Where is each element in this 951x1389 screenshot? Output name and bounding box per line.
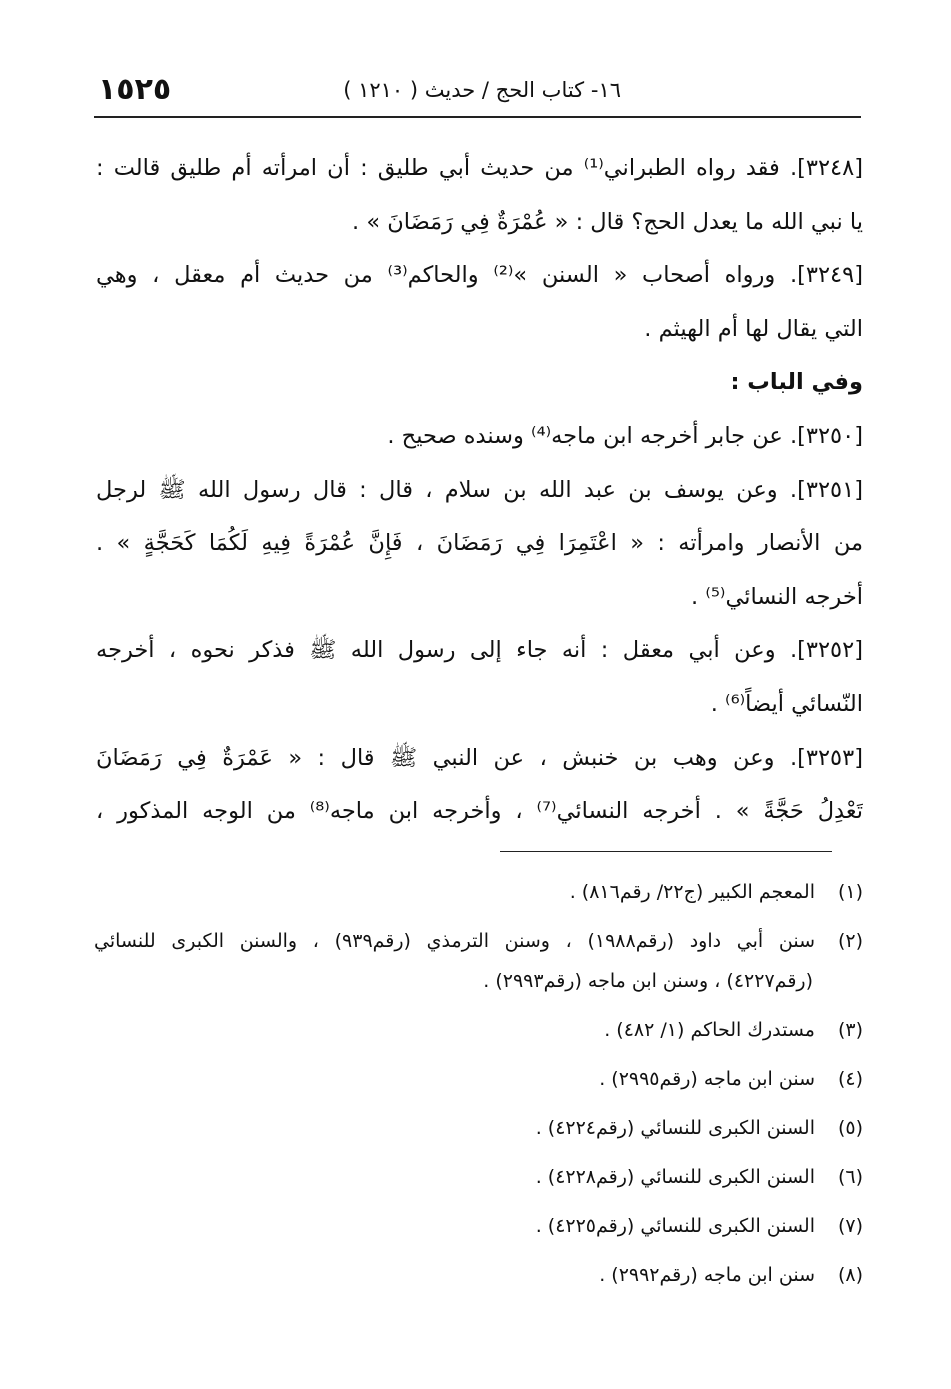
footnote (94, 1255, 863, 1295)
body-line: أخرجه النسائي⁽⁵⁾ . (691, 583, 863, 610)
footnote (94, 1206, 863, 1246)
body-line: [٣٢٥٢]. وعن أبي معقل : أنه جاء إلى رسول الله ﷺ فذكر نحوه ، أخرجه (96, 637, 863, 664)
body-line: [٣٢٥١]. وعن يوسف بن عبد الله بن سلام ، قال : قال رسول الله ﷺ لرجل (96, 476, 863, 503)
body-line: يا نبي الله ما يعدل الحج؟ قال : « عُمْرَةٌ فِي رَمَضَانَ » . (352, 208, 863, 235)
footnote-number: (١) (837, 881, 863, 903)
footnote-text: سنن أبي داود (رقم١٩٨٨) ، وسنن الترمذي (رقم٩٣٩) ، والسنن الكبرى للنسائي (94, 930, 816, 952)
footnote (94, 1059, 863, 1099)
footnote-number: (٣) (837, 1019, 863, 1041)
header-divider (94, 116, 861, 118)
footnote (94, 872, 863, 912)
footnote-continuation: (رقم٤٢٢٧) ، وسنن ابن ماجه (رقم٢٩٩٣) . (483, 970, 813, 992)
body-line: تَعْدِلُ حَجَّةً » . أخرجه النسائي⁽⁷⁾ ، وأخرجه ابن ماجه⁽⁸⁾ من الوجه المذكور ، (96, 798, 863, 825)
page-header (92, 72, 859, 112)
footnote-text: السنن الكبرى للنسائي (رقم٤٢٢٥) . (535, 1215, 815, 1237)
main-text (96, 142, 863, 839)
footnote (94, 1108, 863, 1148)
footnote-number: (٥) (837, 1117, 863, 1139)
footnote-text: مستدرك الحاكم (١/ ٤٨٢) . (604, 1019, 815, 1041)
running-title: ١٦- كتاب الحج / حديث ( ١٢١٠ ) (343, 78, 621, 102)
footnote-text: السنن الكبرى للنسائي (رقم٤٢٢٨) . (535, 1166, 815, 1188)
footnote-text: السنن الكبرى للنسائي (رقم٤٢٢٤) . (535, 1117, 815, 1139)
body-line: من الأنصار وامرأته : « اعْتَمِرَا فِي رَمَضَانَ ، فَإِنَّ عُمْرَةً فِيهِ لَكُمَا كَحَجَّةٍ » . (96, 530, 863, 557)
footnote-text: المعجم الكبير (ج٢٢/ رقم٨١٦) . (569, 881, 815, 903)
page-number: ١٥٢٥ (98, 72, 172, 107)
footnote (94, 1010, 863, 1050)
footnotes (94, 872, 863, 1295)
footnote-text: سنن ابن ماجه (رقم٢٩٩٥) . (599, 1068, 815, 1090)
body-line: [٣٢٥٣]. وعن وهب بن خنبش ، عن النبي ﷺ قال : « عَمْرَةٌ فِي رَمَضَانَ (96, 744, 863, 771)
footnote-number: (٨) (837, 1264, 863, 1286)
section-heading: وفي الباب : (730, 369, 863, 396)
footnote-number: (٤) (837, 1068, 863, 1090)
footnote-text: سنن ابن ماجه (رقم٢٩٩٢) . (599, 1264, 815, 1286)
body-line: [٣٢٤٩]. ورواه أصحاب « السنن »⁽²⁾ والحاكم⁽³⁾ من حديث أم معقل ، وهي (96, 262, 863, 289)
body-line: [٣٢٤٨]. فقد رواه الطبراني⁽¹⁾ من حديث أبي طليق : أن امرأته أم طليق قالت : (96, 155, 863, 181)
footnote-number: (٦) (837, 1166, 863, 1188)
footnote-number: (٧) (837, 1215, 863, 1237)
body-line: [٣٢٥٠]. عن جابر أخرجه ابن ماجه⁽⁴⁾ وسنده صحيح . (387, 422, 863, 449)
footnote-number: (٢) (837, 930, 864, 952)
footnote (94, 921, 863, 961)
footnote-divider (500, 851, 832, 852)
body-line: النّسائي أيضاً⁽⁶⁾ . (710, 690, 863, 717)
footnote (94, 1157, 863, 1197)
body-line: التي يقال لها أم الهيثم . (644, 315, 863, 342)
